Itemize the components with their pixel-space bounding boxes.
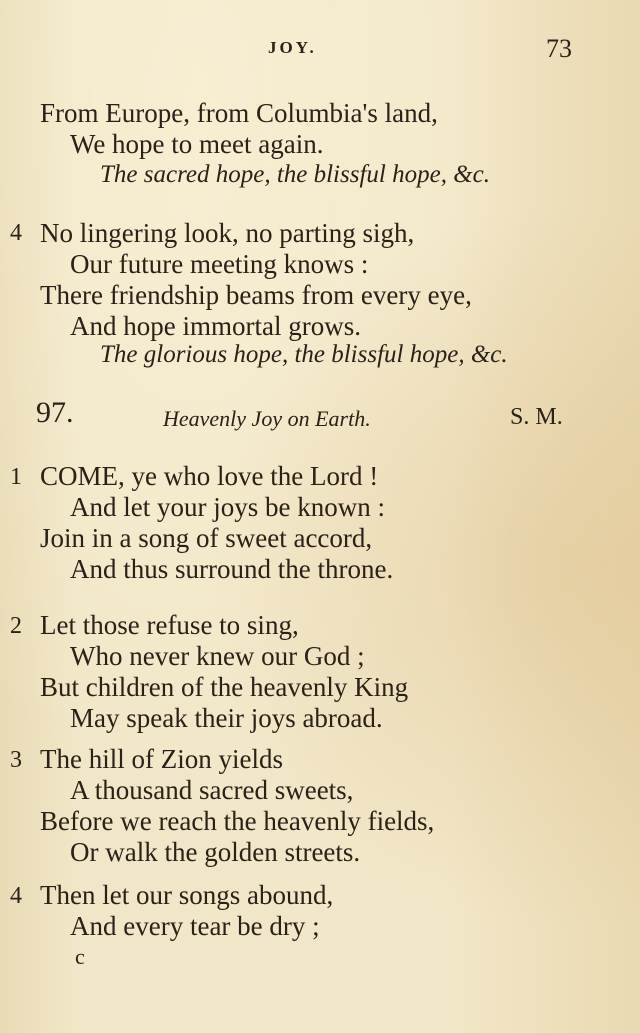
signature-mark: c xyxy=(75,944,85,969)
verse-line: May speak their joys abroad. xyxy=(70,703,383,733)
verse-line: The hill of Zion yields xyxy=(40,744,283,774)
hymn-meter: S. M. xyxy=(510,404,563,430)
verse-line: And every tear be dry ; xyxy=(70,911,320,941)
page-number: 73 xyxy=(546,34,572,63)
hymn-title: Heavenly Joy on Earth. xyxy=(163,406,371,431)
verse-number: 4 xyxy=(10,220,22,246)
verse-number: 2 xyxy=(10,613,22,639)
verse-line: Let those refuse to sing, xyxy=(40,610,299,640)
verse-line: Who never knew our God ; xyxy=(70,641,365,671)
verse-number: 1 xyxy=(10,464,22,490)
verse-line: Our future meeting knows : xyxy=(70,249,369,279)
verse-line: A thousand sacred sweets, xyxy=(70,775,354,805)
running-head: JOY. xyxy=(268,38,317,57)
hymn-number: 97. xyxy=(36,396,74,429)
verse-refrain: The sacred hope, the blissful hope, &c. xyxy=(100,161,490,188)
verse-line: No lingering look, no parting sigh, xyxy=(40,218,415,248)
verse-line: But children of the heavenly King xyxy=(40,672,409,702)
verse-line: And let your joys be known : xyxy=(70,492,385,522)
verse-line: COME, ye who love the Lord ! xyxy=(40,461,379,491)
verse-line: Or walk the golden streets. xyxy=(70,837,361,867)
verse-line: There friendship beams from every eye, xyxy=(40,280,472,310)
verse-line: Join in a song of sweet accord, xyxy=(40,523,373,553)
verse-line: And hope immortal grows. xyxy=(70,311,361,341)
verse-number: 4 xyxy=(10,883,22,909)
verse-refrain: The glorious hope, the blissful hope, &c. xyxy=(100,341,508,368)
verse-number: 3 xyxy=(10,747,22,773)
verse-line: And thus surround the throne. xyxy=(70,554,394,584)
verse-line: Before we reach the heavenly fields, xyxy=(40,806,435,836)
verse-line: We hope to meet again. xyxy=(70,129,324,159)
verse-line: From Europe, from Columbia's land, xyxy=(40,98,438,128)
verse-line: Then let our songs abound, xyxy=(40,880,334,910)
